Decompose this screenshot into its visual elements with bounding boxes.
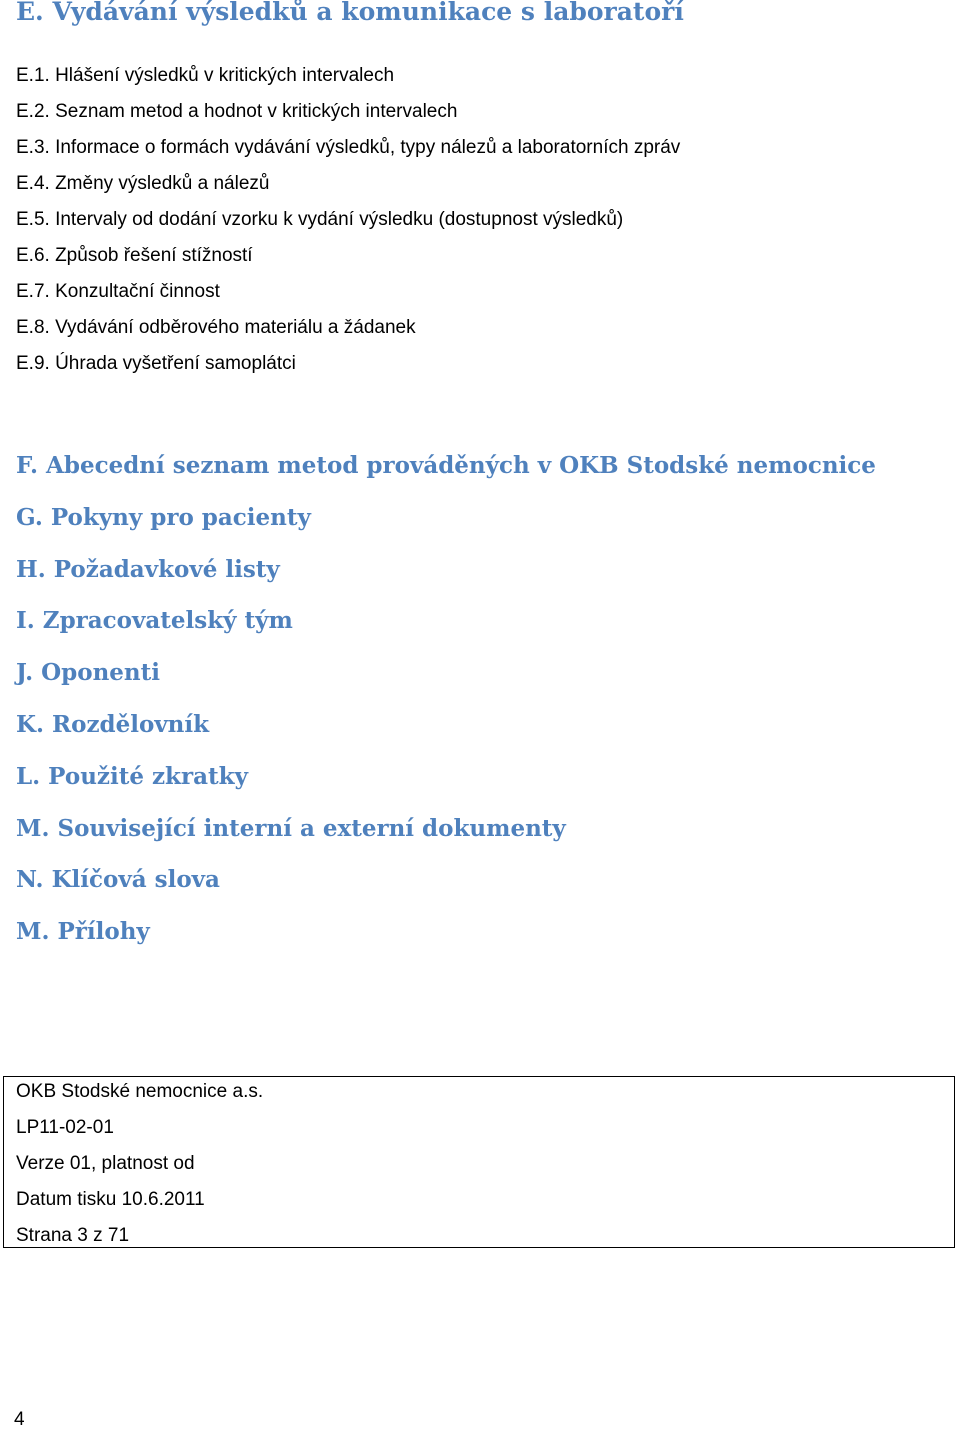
section-j-heading: J. Oponenti [16,659,161,687]
section-g-heading: G. Pokyny pro pacienty [16,503,311,531]
subsection-e5: E.5. Intervaly od dodání vzorku k vydání výsledku (dostupnost výsledků) [16,209,624,230]
footer-document-code: LP11-02-01 [16,1117,114,1138]
section-h-heading: H. Požadavkové listy [16,555,280,583]
section-e-heading: E. Vydávání výsledků a komunikace s laboratoří [16,0,684,26]
main-section-list [16,446,876,964]
page-number: 4 [14,1409,25,1430]
section-i-heading: I. Zpracovatelský tým [16,607,293,635]
document-footer-box [3,1076,955,1248]
subsection-e8: E.8. Vydávání odběrového materiálu a žádanek [16,317,416,338]
subsection-e6: E.6. Způsob řešení stížností [16,245,253,266]
footer-page-info: Strana 3 z 71 [16,1225,130,1246]
footer-print-date: Datum tisku 10.6.2011 [16,1189,205,1210]
subsection-e1: E.1. Hlášení výsledků v kritických intervalech [16,65,395,86]
section-f-heading: F. Abecední seznam metod prováděných v OKB Stodské nemocnice [16,452,876,479]
section-e-subsection-list [16,58,680,382]
section-m-documents-heading: M. Související interní a externí dokumenty [16,814,566,842]
section-l-heading: L. Použité zkratky [16,762,248,790]
subsection-e7: E.7. Konzultační činnost [16,281,220,302]
section-n-heading: N. Klíčová slova [16,866,220,894]
section-k-heading: K. Rozdělovník [16,710,210,738]
subsection-e4: E.4. Změny výsledků a nálezů [16,173,270,194]
subsection-e9: E.9. Úhrada vyšetření samoplátci [16,353,296,374]
subsection-e2: E.2. Seznam metod a hodnot v kritických intervalech [16,101,458,122]
subsection-e3: E.3. Informace o formách vydávání výsledků, typy nálezů a laboratorních zpráv [16,137,681,158]
footer-version: Verze 01, platnost od [16,1153,195,1174]
footer-organization: OKB Stodské nemocnice a.s. [16,1081,264,1102]
section-m-attachments-heading: M. Přílohy [16,918,150,946]
